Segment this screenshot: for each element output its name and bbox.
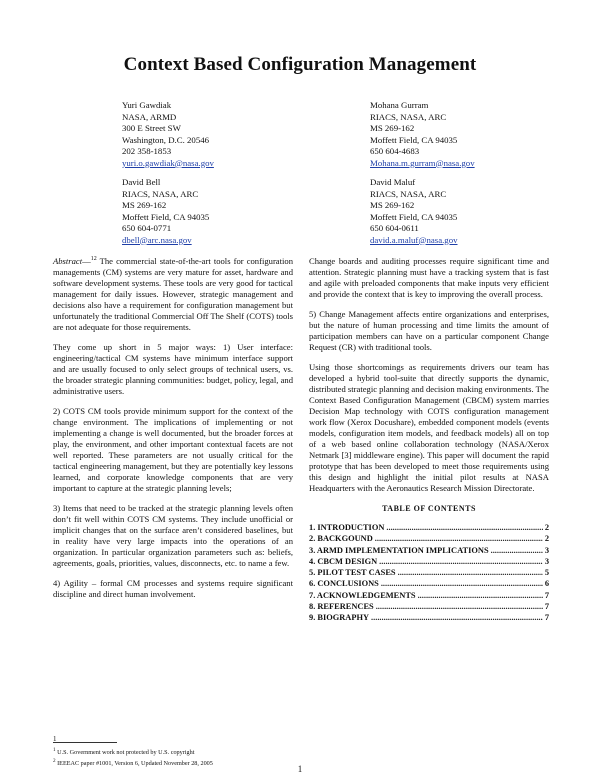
author-name: David Maluf bbox=[370, 177, 416, 187]
toc-entry-page: 7 bbox=[544, 602, 549, 612]
toc-entry[interactable] bbox=[309, 601, 549, 612]
author-address: MS 269-162 bbox=[122, 200, 167, 210]
author-email-link[interactable]: dbell@arc.nasa.gov bbox=[122, 234, 192, 245]
table-of-contents bbox=[309, 503, 549, 624]
author-address: 300 E Street SW bbox=[122, 123, 181, 133]
paper-title: Context Based Configuration Management bbox=[123, 54, 477, 75]
author-block-1 bbox=[122, 100, 214, 169]
body-paragraph: 3) Items that need to be tracked at the strategic planning levels often don’t fit well within COTS CM systems. They include unofficial or implicit changes that on the surface aren’t considered baselines, but in reality have very large impacts into the operations of an organization. In particular organization parameters such as: beliefs, agreements, goals, priorities, values, disconnects, etc. to name a few. bbox=[53, 503, 293, 568]
abstract-paragraph bbox=[53, 256, 293, 333]
toc-entry-label: 6. CONCLUSIONS bbox=[309, 579, 379, 589]
author-name: Yuri Gawdiak bbox=[122, 100, 172, 110]
author-name: Mohana Gurram bbox=[370, 100, 429, 110]
page-number: 1 bbox=[297, 764, 303, 774]
footnote-1-number: 1 bbox=[53, 747, 56, 753]
toc-leader-dots bbox=[386, 522, 542, 533]
abstract-text: The commercial state-of-the-art tools for configuration managements (CM) systems are very mature for asset, hardware and software development systems. These tools are very good for tactical management for daily issues. However, strategic management and decisions also have a requirement for configuration management but unfortunately the traditional Commercial Off The Shelf (COTS) tools are not adequate for those requirements. bbox=[53, 256, 293, 332]
author-name: David Bell bbox=[122, 177, 161, 187]
toc-entry[interactable] bbox=[309, 545, 549, 556]
body-paragraph: 4) Agility – formal CM processes and systems require significant discipline and direct human involvement. bbox=[53, 578, 293, 599]
toc-entry-page: 3 bbox=[544, 545, 549, 555]
author-email-link[interactable]: Mohana.m.gurram@nasa.gov bbox=[370, 157, 475, 168]
toc-entry[interactable] bbox=[309, 578, 549, 589]
author-email-link[interactable]: david.a.maluf@nasa.gov bbox=[370, 234, 458, 245]
toc-entry-label: 8. REFERENCES bbox=[309, 602, 374, 612]
toc-entry-page: 3 bbox=[544, 556, 549, 566]
author-affiliation: RIACS, NASA, ARC bbox=[370, 188, 447, 199]
toc-entry-label: 9. BIOGRAPHY bbox=[309, 613, 370, 623]
toc-entry-label: 4. CBCM DESIGN bbox=[309, 556, 378, 566]
body-paragraph: They come up short in 5 major ways: 1) User interface: engineering/tactical CM systems have minimum interface support and are usually focused to only select groups of technical users, vs. the broader strategic planning communities: budget, policy, legal, and administrative users. bbox=[53, 342, 293, 396]
footnote-2-number: 2 bbox=[53, 758, 56, 765]
toc-leader-dots bbox=[491, 545, 543, 556]
toc-entry[interactable] bbox=[309, 590, 549, 601]
toc-entry-page: 7 bbox=[544, 590, 549, 600]
left-column bbox=[53, 256, 293, 609]
toc-entry-label: 7. ACKNOWLEDGEMENTS bbox=[309, 590, 416, 600]
toc-leader-dots bbox=[371, 612, 543, 623]
toc-entry-label: 1. INTRODUCTION bbox=[309, 523, 385, 532]
toc-entry-page: 6 bbox=[544, 579, 549, 589]
body-paragraph: 5) Change Management affects entire organizations and enterprises, but the nature of human processing and time limits the amount of participation members can have on a particular component Change Request (CR) with traditional tools. bbox=[309, 309, 549, 352]
toc-entry[interactable] bbox=[309, 556, 549, 567]
toc-entry-page: 5 bbox=[544, 568, 549, 578]
author-email-link[interactable]: yuri.o.gawdiak@nasa.gov bbox=[122, 157, 214, 168]
toc-entry-page: 2 bbox=[544, 523, 549, 532]
author-block-2 bbox=[370, 100, 475, 169]
toc-leader-dots bbox=[375, 533, 543, 544]
right-column bbox=[309, 256, 549, 624]
toc-entry-page: 7 bbox=[544, 613, 549, 623]
author-city: Washington, D.C. 20546 bbox=[122, 134, 210, 145]
toc-leader-dots bbox=[379, 556, 543, 567]
toc-entry-label: 5. PILOT TEST CASES bbox=[309, 568, 396, 578]
body-paragraph: Change boards and auditing processes require significant time and attention. Strategic planning must have a tracking system that is fast and agile with preloaded components that make inputs very efficient and provide the context that is key to improving the overall process. bbox=[309, 256, 549, 299]
toc-entry-label: 3. ARMD IMPLEMENTATION IMPLICATIONS bbox=[309, 545, 489, 555]
author-affiliation: NASA, ARMD bbox=[122, 111, 177, 122]
author-block-4 bbox=[370, 177, 458, 246]
author-affiliation: RIACS, NASA, ARC bbox=[122, 188, 199, 199]
author-phone: 650 604-4683 bbox=[370, 146, 420, 156]
author-city: Moffett Field, CA 94035 bbox=[370, 211, 458, 222]
toc-entry-label: 2. BACKGOUND bbox=[309, 534, 373, 544]
toc-entry-page: 2 bbox=[544, 534, 549, 544]
author-city: Moffett Field, CA 94035 bbox=[122, 211, 210, 222]
author-address: MS 269-162 bbox=[370, 200, 415, 210]
body-paragraph: Using those shortcomings as requirements drivers our team has developed a hybrid tool-suite that directly supports the dynamic, distributed strategic planning and decision making environments. The Context Based Configuration Management (CBCM) system marries Decision Map technology with COTS configuration management work flow (Xerox Docushare), embedded component models (events models, configuration item models, and feedback models) all on top of a web based online collaboration technology (NASA/Xerox Netmark [3] middleware engine). This paper will document the rapid prototype that has been developed to meet those requirements using this design and highlight the initial pilot results at NASA Headquarters with the Aeronautics Research Mission Directorate. bbox=[309, 362, 549, 493]
author-phone: 202 358-1853 bbox=[122, 146, 172, 156]
author-address: MS 269-162 bbox=[370, 123, 415, 133]
author-city: Moffett Field, CA 94035 bbox=[370, 134, 458, 145]
toc-leader-dots bbox=[398, 567, 543, 578]
toc-leader-dots bbox=[418, 590, 543, 601]
footnote-1 bbox=[53, 746, 293, 757]
footnote-marker: 1 bbox=[53, 735, 57, 743]
toc-leader-dots bbox=[381, 578, 543, 589]
footnote-rule bbox=[53, 742, 117, 743]
footnote-2-text: IEEEAC paper #1001, Version 6, Updated November 28, 2005 bbox=[57, 760, 213, 768]
author-phone: 650 604-0771 bbox=[122, 223, 172, 233]
abstract-dash: — bbox=[82, 256, 91, 266]
footnote-1-text: U.S. Government work not protected by U.S. copyright bbox=[57, 749, 195, 757]
author-affiliation: RIACS, NASA, ARC bbox=[370, 111, 447, 122]
toc-entry[interactable] bbox=[309, 533, 549, 544]
abstract-label: Abstract bbox=[53, 256, 83, 266]
footnote-ref: 12 bbox=[90, 256, 97, 263]
toc-entry[interactable] bbox=[309, 612, 549, 623]
author-phone: 650 604-0611 bbox=[370, 223, 419, 233]
toc-title: TABLE OF CONTENTS bbox=[382, 504, 476, 513]
toc-entry[interactable] bbox=[309, 522, 549, 533]
toc-leader-dots bbox=[376, 601, 543, 612]
body-paragraph: 2) COTS CM tools provide minimum support for the context of the change environment. The implications of implementing or not implementing a change is well documented, but the broader forces at play, the environment, and other important contextual facets are not well reported. These parameters are not usually critical for the tactical engineering management, but they are potentially key lessons learned, and corporate knowledge components that are very important to capture at the strategic planning levels; bbox=[53, 406, 293, 493]
toc-entry[interactable] bbox=[309, 567, 549, 578]
author-block-3 bbox=[122, 177, 209, 246]
